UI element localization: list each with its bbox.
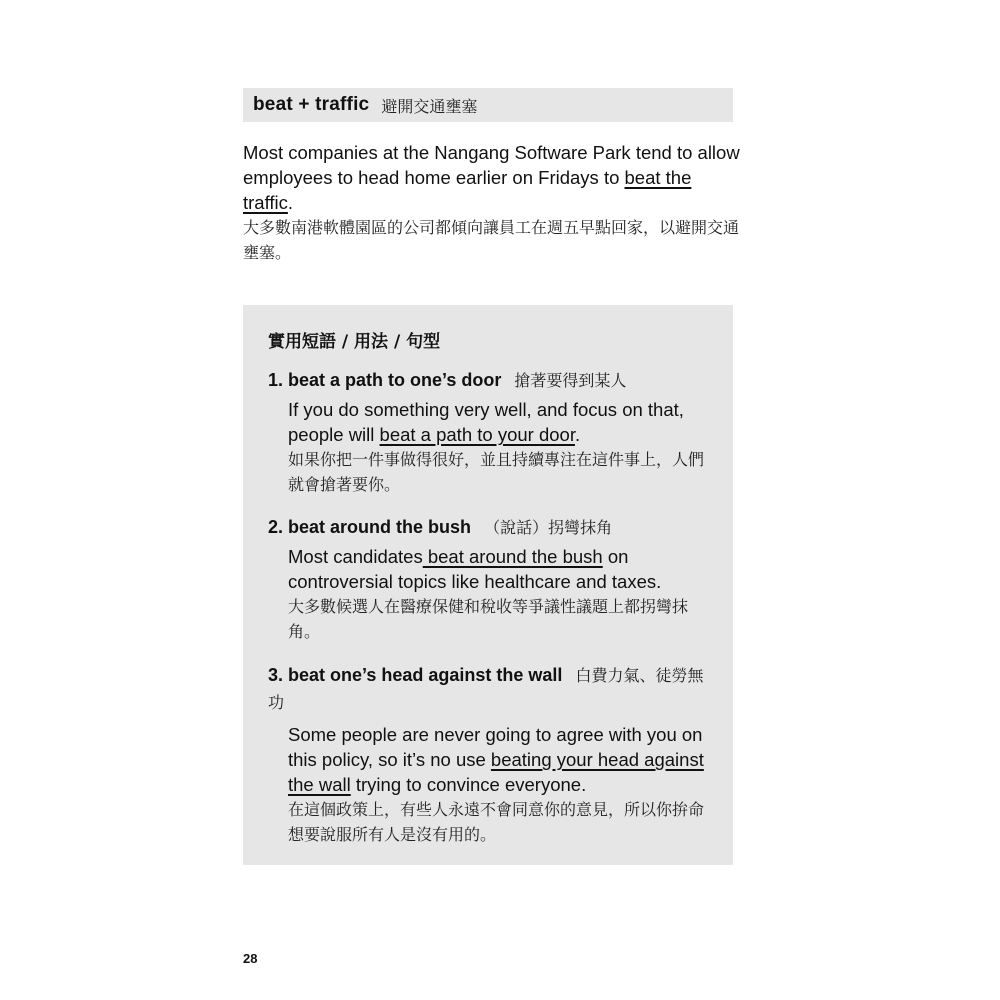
example-english-pre: Some people are never going to agree with you on this policy, so it’s no use bbox=[288, 724, 703, 770]
phrase-number: 3. bbox=[268, 665, 284, 685]
intro-chinese: 大多數南港軟體園區的公司都傾向讓員工在週五早點回家，以避開交通壅塞。 bbox=[243, 218, 740, 262]
example-english-pre: If you do something very well, and focus on that, people will bbox=[288, 399, 684, 445]
page-number: 28 bbox=[243, 951, 258, 966]
phrase-item bbox=[268, 367, 718, 497]
phrase-chinese: 搶著要得到某人 bbox=[514, 371, 627, 390]
phrase-example bbox=[288, 397, 718, 497]
phrases-box bbox=[243, 305, 733, 865]
example-english-post: on controversial topics like healthcare and taxes. bbox=[288, 546, 662, 592]
example-chinese: 如果你把一件事做得很好，並且持續專注在這件事上，人們就會搶著要你。 bbox=[288, 450, 705, 494]
phrase-title: beat one’s head against the wall bbox=[288, 665, 563, 685]
intro-english bbox=[243, 140, 743, 215]
phrase-chinese: （說話）拐彎抹角 bbox=[484, 518, 613, 537]
example-english-post: trying to convince everyone. bbox=[350, 774, 587, 795]
phrase-example bbox=[288, 544, 718, 644]
phrase-item-head bbox=[268, 367, 718, 394]
example-chinese: 大多數候選人在醫療保健和稅收等爭議性議題上都拐彎抹角。 bbox=[288, 597, 689, 641]
example-underlined-phrase: beat around the bush bbox=[422, 546, 603, 567]
example-underlined-phrase: beat a path to your door bbox=[379, 424, 575, 445]
example-english-post: . bbox=[574, 424, 581, 445]
phrase-item bbox=[268, 514, 718, 644]
header-chinese: 避開交通壅塞 bbox=[381, 96, 478, 116]
section-header bbox=[243, 88, 733, 122]
example-english-pre: Most candidates bbox=[288, 546, 423, 567]
intro-example bbox=[243, 140, 743, 265]
example-english bbox=[288, 397, 718, 447]
example-chinese: 在這個政策上，有些人永遠不會同意你的意見，所以你拚命想要說服所有人是沒有用的。 bbox=[288, 800, 705, 844]
intro-english-post: . bbox=[287, 192, 294, 213]
intro-underlined-phrase: beat the traffic bbox=[243, 167, 692, 213]
phrase-chinese: 白費力氣、徒勞無功 bbox=[268, 666, 704, 712]
header-phrase: beat + traffic bbox=[253, 94, 370, 115]
intro-english-pre: Most companies at the Nangang Software Park tend to allow employees to head home earlier on Fridays to bbox=[243, 142, 740, 188]
phrase-item-head bbox=[268, 662, 718, 716]
phrase-number: 1. bbox=[268, 370, 284, 390]
phrase-example bbox=[288, 722, 718, 847]
example-english bbox=[288, 722, 718, 797]
phrase-title: beat around the bush bbox=[288, 517, 472, 537]
phrase-title: beat a path to one’s door bbox=[288, 370, 502, 390]
box-title: 實用短語 / 用法 / 句型 bbox=[268, 332, 441, 352]
phrase-item bbox=[268, 662, 718, 847]
phrase-item-head bbox=[268, 514, 718, 541]
phrase-number: 2. bbox=[268, 517, 284, 537]
example-underlined-phrase: beating your head against the wall bbox=[288, 749, 704, 795]
example-english bbox=[288, 544, 718, 594]
